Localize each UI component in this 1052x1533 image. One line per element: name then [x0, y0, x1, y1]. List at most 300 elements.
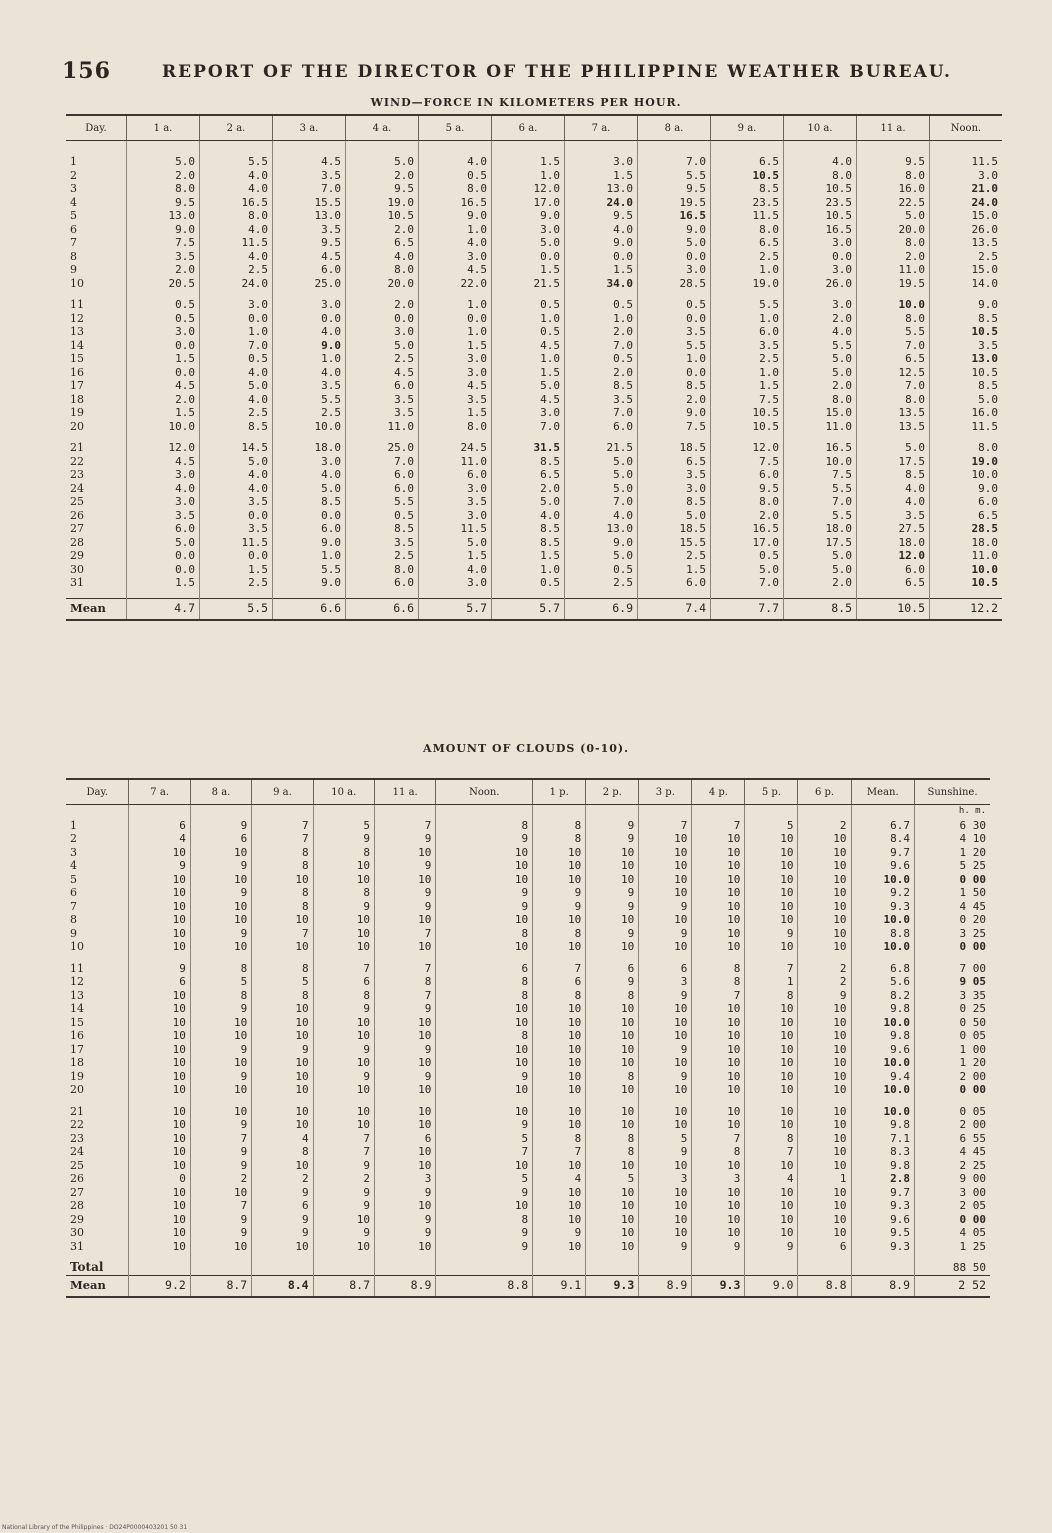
value-cell: 6.5 [492, 468, 565, 482]
value-cell: 7.5 [127, 236, 200, 250]
value-cell: 0.0 [200, 312, 273, 326]
spacer-cell [200, 590, 273, 599]
value-cell: 2.0 [565, 325, 638, 339]
value-cell: 10 [436, 859, 533, 873]
mean-row [66, 598, 1002, 620]
value-cell: 10 [745, 886, 798, 900]
value-cell: 11.0 [419, 455, 492, 469]
value-cell: 8.3 [851, 1145, 914, 1159]
value-cell: 12.0 [127, 441, 200, 455]
value-cell: 18.0 [273, 441, 346, 455]
value-cell: 1.0 [711, 312, 784, 326]
value-cell: 8 [313, 846, 374, 860]
report-title: REPORT OF THE DIRECTOR OF THE PHILIPPINE WEATHER BUREAU. [162, 62, 952, 82]
value-cell: 15.0 [930, 263, 1003, 277]
mean-cell: 4.7 [127, 598, 200, 620]
value-cell: 10 [639, 1213, 692, 1227]
value-cell: 10.5 [930, 366, 1003, 380]
value-cell: 3.5 [857, 509, 930, 523]
value-cell: 10 [252, 1002, 313, 1016]
value-cell: 3.0 [492, 223, 565, 237]
table-row [66, 1029, 990, 1043]
spacer-cell [127, 433, 200, 441]
spacer-cell [745, 954, 798, 962]
value-cell: 8 [533, 1132, 586, 1146]
value-cell: 10 [533, 1043, 586, 1057]
value-cell: 9.0 [565, 536, 638, 550]
day-cell: 7 [70, 236, 77, 249]
value-cell: 10 [129, 1105, 190, 1119]
value-cell: 10 [375, 1016, 436, 1030]
value-cell: 23.5 [711, 196, 784, 210]
value-cell: 3 [639, 1172, 692, 1186]
value-cell: 6.5 [346, 236, 419, 250]
spacer-cell [375, 1097, 436, 1105]
mean-cell: 5.7 [492, 598, 565, 620]
value-cell: 8 [252, 886, 313, 900]
table-row [66, 819, 990, 833]
spacer-cell [533, 1253, 586, 1261]
value-cell: 9 [586, 832, 639, 846]
value-cell: 9 [375, 1070, 436, 1084]
value-cell: 6.0 [857, 563, 930, 577]
value-cell: 10 [313, 1016, 374, 1030]
row-spacer [66, 954, 990, 962]
value-cell: 1.5 [492, 155, 565, 169]
value-cell: 3.0 [930, 169, 1003, 183]
value-cell: 1.0 [200, 325, 273, 339]
value-cell: 3.5 [711, 339, 784, 353]
value-cell: 5.0 [857, 441, 930, 455]
value-cell: 4.0 [127, 482, 200, 496]
value-cell: 5.0 [200, 379, 273, 393]
value-cell: 9.4 [851, 1070, 914, 1084]
value-cell: 6.0 [273, 522, 346, 536]
column-header: 11 a. [375, 779, 436, 805]
value-cell: 7 [375, 962, 436, 976]
value-cell: 10 [436, 873, 533, 887]
value-cell: 0.0 [638, 366, 711, 380]
value-cell: 7 [313, 1145, 374, 1159]
value-cell: 10 [639, 1029, 692, 1043]
value-cell: 10 [533, 1186, 586, 1200]
value-cell: 10 [798, 1118, 851, 1132]
value-cell: 11.5 [200, 536, 273, 550]
value-cell: 7.0 [638, 155, 711, 169]
value-cell: 10 [692, 1159, 745, 1173]
value-cell: 0.5 [492, 298, 565, 312]
value-cell: 10 [586, 1213, 639, 1227]
value-cell: 8.5 [565, 379, 638, 393]
value-cell: 10 [692, 1199, 745, 1213]
spacer-cell [252, 1097, 313, 1105]
spacer-cell [784, 290, 857, 298]
value-cell: 10 [639, 1083, 692, 1097]
spacer-cell [436, 1097, 533, 1105]
spacer-cell [252, 1253, 313, 1261]
value-cell: 9 [190, 1043, 251, 1057]
value-cell: 0 00 [915, 1083, 991, 1097]
value-cell: 5.0 [200, 455, 273, 469]
value-cell: 10.0 [851, 1056, 914, 1070]
value-cell: 8 [586, 989, 639, 1003]
day-cell: 29 [70, 1212, 84, 1226]
value-cell: 10.0 [273, 420, 346, 434]
value-cell: 10 [639, 1002, 692, 1016]
value-cell: 6.0 [638, 576, 711, 590]
spacer-cell [66, 805, 129, 819]
value-cell: 5 [436, 1172, 533, 1186]
spacer-cell [851, 954, 914, 962]
value-cell: 10 [375, 846, 436, 860]
day-cell: 17 [70, 379, 84, 392]
value-cell: 8 [586, 1132, 639, 1146]
column-header: 2 p. [586, 779, 639, 805]
value-cell: 9.5 [638, 182, 711, 196]
value-cell: 8.5 [638, 379, 711, 393]
value-cell: 19.0 [346, 196, 419, 210]
value-cell: 10 [798, 1213, 851, 1227]
value-cell: 9 [313, 1159, 374, 1173]
value-cell: 9 00 [915, 1172, 991, 1186]
value-cell: 9.0 [273, 576, 346, 590]
value-cell: 9 [639, 900, 692, 914]
table-row [66, 209, 1002, 223]
value-cell: 3.5 [346, 406, 419, 420]
table-row [66, 989, 990, 1003]
value-cell: 2.5 [930, 250, 1003, 264]
table-row [66, 846, 990, 860]
value-cell: 8 [190, 962, 251, 976]
spacer-cell [313, 954, 374, 962]
value-cell: 16.5 [784, 441, 857, 455]
day-cell: 5 [70, 209, 77, 222]
spacer-cell [127, 290, 200, 298]
value-cell: 0.5 [419, 169, 492, 183]
value-cell: 34.0 [565, 277, 638, 291]
value-cell: 10 [586, 940, 639, 954]
value-cell: 3.0 [200, 298, 273, 312]
value-cell: 9.5 [127, 196, 200, 210]
value-cell: 8.5 [200, 420, 273, 434]
spacer-cell [419, 590, 492, 599]
value-cell: 7 [533, 1145, 586, 1159]
value-cell: 4.0 [273, 325, 346, 339]
value-cell: 20.0 [857, 223, 930, 237]
value-cell: 1.0 [273, 549, 346, 563]
mean-row [66, 1276, 990, 1298]
sunshine-units: h. m. [915, 805, 991, 819]
value-cell: 13.0 [565, 182, 638, 196]
value-cell: 6.0 [711, 468, 784, 482]
value-cell: 22.0 [419, 277, 492, 291]
value-cell: 5.5 [273, 393, 346, 407]
day-cell: 5 [70, 872, 77, 886]
value-cell: 0.5 [711, 549, 784, 563]
value-cell: 7.1 [851, 1132, 914, 1146]
value-cell: 10 [586, 1083, 639, 1097]
spacer-cell [200, 290, 273, 298]
value-cell: 1.0 [565, 312, 638, 326]
value-cell: 10.0 [930, 468, 1003, 482]
value-cell: 3.0 [127, 495, 200, 509]
spacer-cell [252, 1261, 313, 1276]
value-cell: 10 [639, 873, 692, 887]
value-cell: 1.5 [419, 406, 492, 420]
value-cell: 10 [798, 873, 851, 887]
value-cell: 10 [436, 913, 533, 927]
value-cell: 10 [586, 1118, 639, 1132]
value-cell: 9 [639, 1043, 692, 1057]
table-row [66, 873, 990, 887]
spacer-cell [190, 954, 251, 962]
spacer-cell [313, 1253, 374, 1261]
value-cell: 9 [190, 886, 251, 900]
value-cell: 6 30 [915, 819, 991, 833]
spacer-cell [692, 805, 745, 819]
value-cell: 10 [745, 940, 798, 954]
value-cell: 7 [692, 989, 745, 1003]
value-cell: 1.0 [492, 312, 565, 326]
value-cell: 28.5 [638, 277, 711, 291]
value-cell: 5.0 [565, 482, 638, 496]
value-cell: 10 [692, 927, 745, 941]
value-cell: 7.0 [565, 495, 638, 509]
value-cell: 1.0 [273, 352, 346, 366]
day-cell: 29 [70, 549, 84, 562]
value-cell: 0 25 [915, 1002, 991, 1016]
value-cell: 3.0 [273, 298, 346, 312]
value-cell: 9.2 [851, 886, 914, 900]
value-cell: 10 [639, 1056, 692, 1070]
table-row [66, 298, 1002, 312]
value-cell: 7.0 [857, 379, 930, 393]
value-cell: 9.5 [273, 236, 346, 250]
value-cell: 4 10 [915, 832, 991, 846]
value-cell: 9.3 [851, 1240, 914, 1254]
value-cell: 10 [798, 1043, 851, 1057]
value-cell: 9 [436, 1070, 533, 1084]
value-cell: 10 [252, 1083, 313, 1097]
value-cell: 7 [692, 819, 745, 833]
value-cell: 10 [745, 1083, 798, 1097]
value-cell: 3.5 [273, 169, 346, 183]
column-header: 8 a. [190, 779, 251, 805]
spacer-cell [190, 1261, 251, 1276]
table-row [66, 263, 1002, 277]
value-cell: 18.5 [638, 441, 711, 455]
value-cell: 8.5 [492, 536, 565, 550]
value-cell: 11.0 [346, 420, 419, 434]
value-cell: 4.0 [857, 482, 930, 496]
value-cell: 7 [375, 819, 436, 833]
value-cell: 8 [533, 989, 586, 1003]
value-cell: 5.0 [784, 352, 857, 366]
value-cell: 10 [692, 1056, 745, 1070]
value-cell: 10 [533, 1029, 586, 1043]
value-cell: 6 [798, 1240, 851, 1254]
value-cell: 2.5 [346, 549, 419, 563]
day-cell: 7 [70, 899, 77, 913]
spacer-cell [930, 433, 1003, 441]
column-header: 7 a. [129, 779, 190, 805]
value-cell: 7 [190, 1132, 251, 1146]
value-cell: 10 [252, 1159, 313, 1173]
value-cell: 10 [129, 1118, 190, 1132]
spacer-cell [851, 805, 914, 819]
value-cell: 8 [190, 989, 251, 1003]
value-cell: 9.6 [851, 1043, 914, 1057]
day-cell: 9 [70, 263, 77, 276]
value-cell: 6.0 [346, 379, 419, 393]
value-cell: 3.5 [346, 536, 419, 550]
value-cell: 10 [692, 859, 745, 873]
table-row [66, 250, 1002, 264]
value-cell: 9 [313, 1002, 374, 1016]
value-cell: 9 [436, 832, 533, 846]
spacer-cell [639, 1261, 692, 1276]
value-cell: 10 [745, 1105, 798, 1119]
value-cell: 8 [436, 819, 533, 833]
value-cell: 3.0 [419, 509, 492, 523]
value-cell: 5.0 [857, 209, 930, 223]
value-cell: 10.0 [857, 298, 930, 312]
value-cell: 7.5 [638, 420, 711, 434]
value-cell: 5.0 [784, 549, 857, 563]
value-cell: 9 [586, 900, 639, 914]
value-cell: 10 [692, 1105, 745, 1119]
value-cell: 9 05 [915, 975, 991, 989]
value-cell: 2.0 [127, 169, 200, 183]
day-cell: 17 [70, 1042, 84, 1056]
value-cell: 2 25 [915, 1159, 991, 1173]
wind-table-body [66, 141, 1002, 620]
value-cell: 9.0 [638, 406, 711, 420]
value-cell: 9 [375, 886, 436, 900]
value-cell: 3 25 [915, 927, 991, 941]
day-cell: 15 [70, 352, 84, 365]
value-cell: 4.0 [419, 563, 492, 577]
value-cell: 8.0 [930, 441, 1003, 455]
spacer-cell [784, 590, 857, 599]
value-cell: 9 [586, 886, 639, 900]
row-spacer [66, 290, 1002, 298]
spacer-cell [639, 805, 692, 819]
spacer-cell [784, 433, 857, 441]
value-cell: 2 [313, 1172, 374, 1186]
day-cell: 16 [70, 365, 84, 379]
value-cell: 6 [375, 1132, 436, 1146]
value-cell: 9.6 [851, 859, 914, 873]
value-cell: 9 [533, 1226, 586, 1240]
value-cell: 10 [639, 1186, 692, 1200]
value-cell: 9.8 [851, 1029, 914, 1043]
value-cell: 2.0 [784, 312, 857, 326]
value-cell: 10 [252, 1070, 313, 1084]
value-cell: 3 [375, 1172, 436, 1186]
value-cell: 10 [436, 1016, 533, 1030]
value-cell: 10 [313, 927, 374, 941]
value-cell: 9 [190, 1159, 251, 1173]
day-cell: 24 [70, 1145, 84, 1158]
value-cell: 1.0 [492, 563, 565, 577]
table-row [66, 913, 990, 927]
value-cell: 10 [586, 1002, 639, 1016]
value-cell: 0 20 [915, 913, 991, 927]
spacer-cell [313, 805, 374, 819]
value-cell: 9.0 [273, 536, 346, 550]
value-cell: 9 [313, 1043, 374, 1057]
value-cell: 9 [586, 975, 639, 989]
value-cell: 0.0 [638, 250, 711, 264]
value-cell: 3.5 [200, 495, 273, 509]
value-cell: 0.0 [492, 250, 565, 264]
value-cell: 7.0 [711, 576, 784, 590]
value-cell: 10 [692, 1070, 745, 1084]
value-cell: 10 [798, 1159, 851, 1173]
value-cell: 10 [375, 1199, 436, 1213]
value-cell: 5.0 [565, 455, 638, 469]
value-cell: 1 50 [915, 886, 991, 900]
value-cell: 4.5 [127, 455, 200, 469]
value-cell: 10 [745, 1186, 798, 1200]
day-cell: 10 [70, 276, 84, 290]
value-cell: 25.0 [273, 277, 346, 291]
spacer-cell [638, 433, 711, 441]
value-cell: 10 [313, 913, 374, 927]
day-cell: 24 [70, 481, 84, 495]
value-cell: 8 [745, 1132, 798, 1146]
value-cell: 11.5 [930, 420, 1003, 434]
value-cell: 9.3 [851, 1199, 914, 1213]
spacer-cell [129, 954, 190, 962]
value-cell: 0.5 [638, 298, 711, 312]
value-cell: 4 05 [915, 1226, 991, 1240]
value-cell: 6.5 [711, 155, 784, 169]
table-row [66, 962, 990, 976]
value-cell: 2.5 [711, 352, 784, 366]
value-cell: 10 [533, 846, 586, 860]
column-header: 5 a. [419, 115, 492, 141]
value-cell: 8 [252, 1145, 313, 1159]
value-cell: 10 [692, 1213, 745, 1227]
value-cell: 10 [129, 1226, 190, 1240]
value-cell: 10.0 [851, 1105, 914, 1119]
value-cell: 5.5 [784, 509, 857, 523]
spacer-cell [857, 290, 930, 298]
spacer-cell [127, 141, 200, 156]
value-cell: 8.2 [851, 989, 914, 1003]
day-cell: 10 [70, 940, 84, 953]
value-cell: 4.0 [419, 155, 492, 169]
value-cell: 9.5 [851, 1226, 914, 1240]
value-cell: 6.8 [851, 962, 914, 976]
value-cell: 5 [252, 975, 313, 989]
value-cell: 19.0 [711, 277, 784, 291]
value-cell: 8 [745, 989, 798, 1003]
value-cell: 3.5 [273, 223, 346, 237]
library-credit: National Library of the Philippines · DO24P0000403201 50 31 [2, 1524, 188, 1531]
value-cell: 7 [692, 1132, 745, 1146]
value-cell: 4.0 [565, 223, 638, 237]
column-header: 2 a. [200, 115, 273, 141]
row-spacer [66, 590, 1002, 599]
value-cell: 15.5 [273, 196, 346, 210]
value-cell: 8.5 [273, 495, 346, 509]
value-cell: 9 [252, 1186, 313, 1200]
value-cell: 9 [375, 1213, 436, 1227]
value-cell: 10 [533, 1199, 586, 1213]
